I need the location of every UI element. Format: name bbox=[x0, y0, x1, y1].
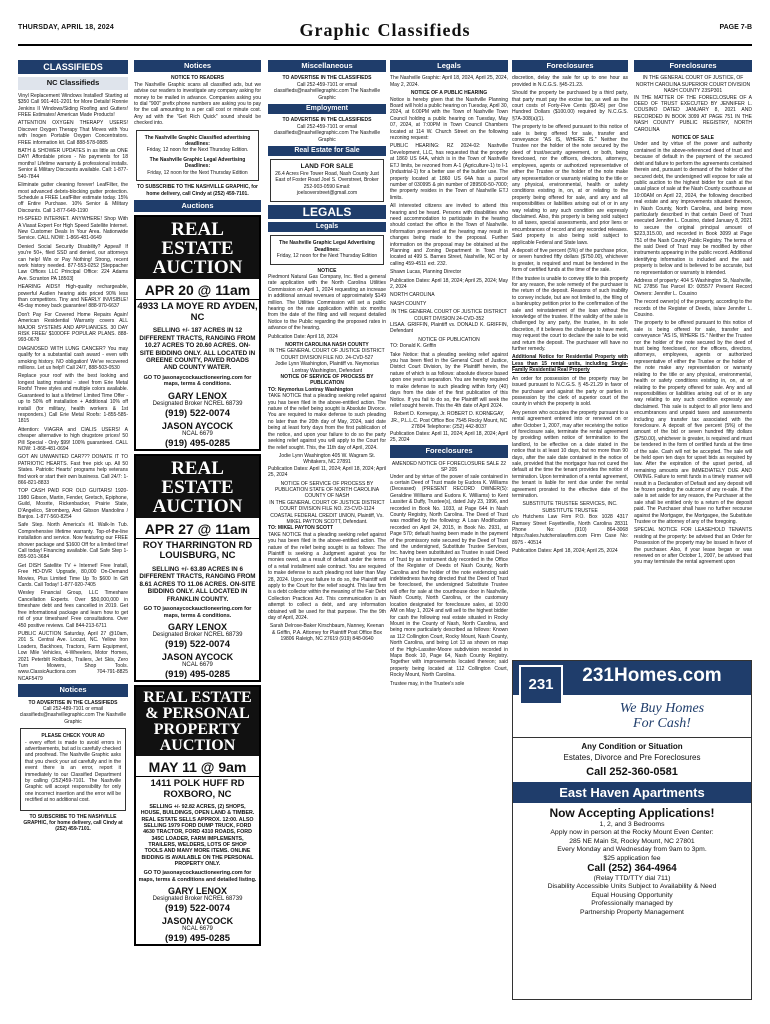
publication-dates: Publication Dates: April 11, 2024; April 18, 2024; April 25, 2024 bbox=[390, 430, 508, 443]
foreclosure-text: SPECIAL NOTICE FOR LEASEHOLD TENANTS residing at the property: be advised that an Order for Possession of the property may be issued in favor of the purchaser. Also, if your lease began or was renewed on or after October 1, 2007, be advised that you may terminate the rental agreement upon bbox=[634, 527, 752, 566]
classified-ad: PUBLIC AUCTION Saturday, April 27 @10am, 201 S. Central Ave. Locust, NC. Yellow Iron Loaders, Backhoes, Tractors, Farm Equipment, Low Mile Vehicles, 4-Wheelers, Motor Homes, 2021 Peterbilt Rollback, Trailers, Jet Skis, Zero Turn Mowers, Shop Tools. www.ClassicAuctions.com 704-791-8825 NCAF5479 bbox=[18, 630, 128, 682]
legals-header: Legals bbox=[390, 60, 508, 72]
auction-title: REAL ESTATE AUCTION bbox=[136, 217, 259, 279]
slogan-line-2: For Cash! bbox=[633, 716, 691, 731]
employment-header: Employment bbox=[268, 104, 386, 114]
foreclosure-text: Any person who occupies the property pursuant to a rental agreement entered into or renewed on or after October 1, 2007, may after receiving the notice of foreclosure sale, terminate the rental agreement by providing written notice of termination to the landlord, to be effective on a date stated in the notice that is at least 10 days, but no more than 90 days, after the sale date contained in the notice of sale, provided that the mortgagor has not cured the default at the time the tenant provides the notice of termination. Upon termination of a rental agreement, the tenant is liable for rent due under the rental agreement prorated to the effective date of the termination. bbox=[512, 409, 628, 499]
broker-phone: (919) 522-0074 bbox=[165, 639, 230, 651]
auctioneer-phone: (919) 495-0285 bbox=[165, 669, 230, 681]
publication-dates: Publication Dates: April 18, 2024; April 25, 2024 bbox=[512, 548, 618, 555]
trustee-address: c/o Hutchens Law Firm P.O. Box 1028 4317 Ramsey Street Fayetteville, North Carolina 28311 Phone No: (910) 864-3068 https://sales.hutchenslawfirm.com Firm Case No: 8975 - 40514 bbox=[512, 514, 628, 546]
jurisdiction: NORTH CAROLINA bbox=[390, 292, 435, 299]
foreclosure-text: Under and by virtue of the power and authority contained in the above-referenced deed of trust and because of default in the payment of the secured debt and failure to perform the agreements contained therein and, pursuant to demand of the holder of the secured debt, the undersigned will expose for sale at public auction to the highest bidder for cash at the usual place of sale at the Nash County courthouse at 10:00AM on April 22, 2024, the following described real estate and any improvements situated thereon, in Nash County, North Carolina, and being more particularly described in that certain Deed of Trust executed Jennifer L. Cousino, dated January 8, 2021 to secure the original principal amount of $223,315.00, and recorded in Book 3099 at Page 751 of the Nash County Public Registry. The terms of the said Deed of Trust may be modified by other instruments appearing in the public record. Additional identifying information is included and the said property is below and is believed to be accurate, but no representation or warranty is intended. bbox=[634, 141, 752, 276]
auctioneer-name: JASON AYCOCK bbox=[161, 420, 234, 431]
classifieds-header: CLASSIFIEDS bbox=[18, 60, 128, 74]
broker-phone: (919) 522-0074 bbox=[165, 903, 230, 915]
court-caption: IN THE GENERAL COURT OF JUSTICE DISTRICT COURT DIVISION 24-CVD-352 bbox=[391, 309, 507, 322]
apartment-detail-line: Call (252) 364-4964 bbox=[587, 863, 677, 875]
classified-ad: HI-SPEED INTERNET. ANYWHERE! Shop With A Viasat Expert For High Speed Satellite Internet. New Customer Deals In Your Area. Nationwide Service. CALL NOW: 1-866-481-0649 bbox=[18, 216, 128, 242]
notice-heading: NOTICE bbox=[317, 267, 337, 274]
check-ad-heading: PLEASE CHECK YOUR AD bbox=[41, 733, 105, 740]
legal-deadline-text: Friday, 12 noon for the Next Thursday Edition bbox=[276, 253, 378, 260]
auction-address: 4933 LA MOYE RD AYDEN, NC bbox=[137, 301, 258, 323]
auction-ad bbox=[134, 685, 261, 946]
court-caption: IN THE GENERAL COURT OF JUSTICE DISTRICT COURT DIVISION FILE NO. 23-CVD-1124 bbox=[269, 499, 385, 513]
auction-details: SELLING +/- 92.82 ACRES, (2) SHOPS, HOUSE, BUILDINGS, OPEN LAND & TIMBER. REAL ESTATE SELLS APPROX. 12:00. ALSO SELLING 1979 FORD DUMP TRUCK, FORD 4630 TRACTOR, FORD 4310 ROADS, FORD 345C LOADER, FARM IMPLEMENTS, TRAILERS, WELDERS, LOTS OF SHOP TOOLS AND MANY MORE ITEMS. ONLINE BIDDING IS AVAILABLE ON THE PERSONAL PROPERTY ONLY. bbox=[140, 804, 255, 867]
masthead bbox=[18, 16, 752, 46]
classified-ad: Replace your roof with the best looking and longest lasting material - steel from Erie Metal Roofs! Three styles and multiple colors available. Guaranteed to last a lifetime! Limited Time Offer - up to 50% off installation + Additional 10% off install (for military, health workers & 1st responders.) Call Erie Metal Roofs: 1-855-585-1815 bbox=[18, 373, 128, 425]
auction-title: REAL ESTATE & PERSONAL PROPERTY AUCTION bbox=[136, 687, 259, 756]
jurisdiction-county: NASH COUNTY bbox=[390, 300, 427, 307]
broker-phone: (919) 522-0074 bbox=[165, 407, 230, 419]
section-title bbox=[18, 16, 752, 43]
classified-ad: Eliminate gutter cleaning forever! LeafFilter, the most advanced debris-blocking gutter protection. Schedule a FREE LeafFilter estimate today. 15% off Entire Purchase. 10% Senior & Military Discounts. Call 1-877-649-1190 bbox=[18, 182, 128, 214]
column-notices-auctions bbox=[134, 60, 261, 1020]
classified-ad: Wesley Financial Group, LLC Timeshare Cancellation Experts. Over $50,000,000 in timeshare debt and fees cancelled in 2019. Get free informational package and learn how to get rid of your timeshare! Free consultations. Over 450 positive reviews. Call 844-213-6711 bbox=[18, 590, 128, 629]
jurisdiction: NORTH CAROLINA NASH COUNTY bbox=[285, 342, 369, 348]
classified-ad: Vinyl Replacement Windows Installed! Starting at $350 Call 901-401-2201 for More Details! Ronnie Jenkins II Windows/Siding Roofing and Gutters! FREE Estimates! American Made Products! bbox=[18, 92, 128, 119]
estates-line: Estates, Divorce and Pre Foreclosures bbox=[563, 753, 701, 762]
legal-deadline-box bbox=[270, 235, 384, 264]
auctioneer-name: JASON AYCOCK bbox=[161, 916, 234, 927]
foreclosures-header: Foreclosures bbox=[512, 60, 628, 72]
slogan-line-1: We Buy Homes bbox=[619, 701, 705, 716]
notice-text: Piedmont Natural Gas Company, Inc. filed a general rate application with the North Carolina Utilities Commission on April 1, 2024 requesting an increase in additional annual revenues of approximately $149 million. The Utilities Commission will set a public hearing on the rate application within six months from the date of the filing and will request detailed Notice to the Public regarding the proposed rates in advance of the hearing. bbox=[268, 273, 386, 332]
notices-header: Notices bbox=[134, 60, 261, 72]
brand-name: 231Homes.com bbox=[582, 665, 722, 686]
notice-signer: Shawn Lucas, Planning Director bbox=[390, 269, 462, 276]
classified-ad: Denied Social Security Disability? Appeal! If you're 50+, filed SSD and denied, our attorneys can help! Win or Pay Nothing! Strong, recent work history needed. 877-553-0252 [Steppacher Law Offices LLC Principal Office: 224 Adams Ave. Scranton PA 18503] bbox=[18, 243, 128, 282]
auctioneer-license: NCAL 6679 bbox=[182, 662, 213, 669]
land-text: 26.4 Acres Fire Tower Road, Nash County Just East of Foster Road Joel S. Overstreet, Broker 252-903-0590 Email: joelsoverstreet@gmail.com bbox=[275, 170, 379, 197]
broker-name: GARY LENOX bbox=[167, 886, 227, 897]
apartment-detail-line: 1, 2, and 3 Bedrooms bbox=[599, 821, 665, 828]
nc-classifieds-header: NC Classifieds bbox=[18, 77, 128, 89]
substitute-trustee: SUBSTITUTE TRUSTEE SERVICES, INC. SUBSTITUTE TRUSTEE bbox=[522, 501, 618, 514]
publication-dates: Publication Dates: April 18, 2024; April 25, 2024; May 2, 2024 bbox=[390, 277, 508, 290]
broker-license: Designated Broker NCREL 68739 bbox=[152, 400, 243, 407]
foreclosure-text: discretion, delay the sale for up to one hour as provided in N.C.G.S. §45-21.23. bbox=[512, 75, 628, 88]
classified-ad: GOT AN UNWANTED CAR??? DONATE IT TO PATRIOTIC HEARTS. Fast free pick up. All 50 States. Patriotic Hearts' programs help veterans find work or start their own business. Call 24/7: 1-866-821-8833 bbox=[18, 454, 128, 486]
column-foreclosures bbox=[512, 60, 628, 660]
broker-license: Designated Broker NCREL 68739 bbox=[152, 632, 243, 639]
classified-ad: Safe Step. North America's #1 Walk-In Tub. Comprehensive lifetime warranty. Top-of-the-line installation and service. Now featuring our FREE shower package and $1600 Off for a limited time! Call today! Financing available. Call Safe Step 1-855-931-3684 bbox=[18, 522, 128, 561]
legal-deadline-title: The Nashville Graphic Legal Advertising Deadlines: bbox=[279, 240, 375, 253]
check-ad-box bbox=[20, 728, 126, 810]
legals-header: Legals bbox=[268, 222, 386, 232]
foreclosure-text: An order for possession of the property may be issued pursuant to N.C.G.S. § 45-21.29 in favor of the purchaser and against the party or parties in possession by the clerk of superior court of the county in which the property is sold. bbox=[512, 375, 628, 408]
classified-ad: Attention: VIAGRA and CIALIS USERS! A cheaper alternative to high drugstore prices! 50 Pill Special - Only $99! 100% guaranteed. CALL NOW: 1-868-481-0694 bbox=[18, 426, 128, 452]
auction-date: APR 27 @ 11am bbox=[136, 518, 259, 539]
classified-ad: TOP CASH PAID FOR OLD GUITARS! 1920-1980 Gibson, Martin, Fender, Gretsch, Epiphone, Guild, Mosrite, Rickenbacker, Prairie State, D'Angelico, Stromberg, And Gibson Mandolins / Banjos. 1-877-560-8254 bbox=[18, 488, 128, 520]
auction-date: APR 20 @ 11am bbox=[136, 279, 259, 300]
misc-header: Miscellaneous bbox=[268, 60, 386, 72]
deadline-text: Friday, 12 noon for the Next Thursday Edition. bbox=[146, 147, 249, 154]
classified-ad: DIAGNOSED WITH LUNG CANCER? You may qualify for a substantial cash award - even with smoking history. NO obligation! We've recovered millions. Let us help!! Call 24/7, 888-503-0530 bbox=[18, 345, 128, 372]
auction-title: REAL ESTATE AUCTION bbox=[136, 456, 259, 518]
apartment-detail-line: Equal Housing Opportunity bbox=[591, 891, 673, 899]
broker-license: Designated Broker NCREL 68739 bbox=[152, 896, 243, 903]
land-title: LAND FOR SALE bbox=[300, 163, 354, 171]
matter-caption: IN THE MATTER OF THE FORECLOSURE OF A DEED OF TRUST EXECUTED BY JENNIFER L. COUSINO DATED JANUARY 8, 2021 AND RECORDED IN BOOK 3099 AT PAGE 751 IN THE NASH COUNTY PUBLIC REGISTRY, NORTH CAROLINA bbox=[634, 94, 752, 133]
auction-date: MAY 11 @ 9am bbox=[136, 756, 259, 777]
homes-phone[interactable]: Call 252-360-0581 bbox=[586, 766, 678, 778]
apartment-detail-line: Disability Accessible Units Subject to Availability & Need bbox=[547, 883, 717, 891]
foreclosure-text: A deposit of five percent (5%) of the purchase price, or seven hundred fifty dollars ($750.00), whichever is greater, is required and must be tendered in the form of certified funds at the time of the sale. bbox=[512, 247, 628, 274]
case-parties: LISAA. GRIFFIN, Plaintiff vs. DONALD K. GRIFFIN, Defendant bbox=[390, 322, 508, 335]
advertise-heading: TO ADVERTISE IN THE CLASSIFIEDS bbox=[282, 75, 372, 82]
auction-details: SELLING +/- 63.89 ACRES IN 6 DIFFERENT TRACTS, RANGING FROM 8.61 ACRES TO 11.06 ACRES. ON-SITE BIDDING ONLY. ALL LOCATED IN FRANKLIN COUNTY. bbox=[139, 565, 256, 603]
page-number: PAGE 7-B bbox=[719, 24, 752, 31]
court-caption: IN THE GENERAL COURT OF JUSTICE DISTRICT COURT DIVISION FILE NO. 24-CVD-527 bbox=[269, 348, 385, 361]
rezoning-text: PUBLIC HEARING: RZ 2024-02: Nashville Development, LLC, has requested that the property at 1860 US 64A, which is in the Town of Nashville ETJ limits, be rezoned from A-1 (Agriculture-1) to I-1 (Industrial-1) for a better use of the builder use. The property located at 1860 US 64A has a parcel number of 030995 & pin number of 289500-50-7000; the property resides in the Town of Nashville ETJ limits. bbox=[390, 143, 508, 201]
advertise-contact: Call 252-459-7101 or email classifieds@nashvillegraphic.com The Nashville Graphic bbox=[273, 123, 381, 143]
classified-ad: BATH & SHOWER UPDATES in as little as ONE DAY! Affordable prices - No payments for 18 months! Lifetime warranty & professional installs. Senior & Military Discounts available. Call: 1-877-540-7844 bbox=[18, 148, 128, 180]
auction-details: SELLING +/- 187 ACRES IN 12 DIFFERENT TRACTS, RANGING FROM 10.27 ACRES TO 20.60 ACRES. ON-SITE BIDDING ONLY. ALL LOCATED IN GREENE COUNTY, PAVED ROADS AND COUNTY WATER. bbox=[139, 327, 256, 372]
column-misc-legals bbox=[268, 60, 386, 1020]
foreclosure-text: The property to be offered pursuant to this notice of sale is being offered for sale, transfer and conveyance "AS IS, WHERE IS." Neither the Trustee nor the holder of the note secured by the deed of trust/security agreement, or both, being foreclosed, nor the officers, directors, attorneys, employees, agents or authorized representative of either the Trustee or the holder of the note make any representation or warranty relating to the title or any physical, environmental, health or safety conditions existing in, on, at or relating to the property being offered for sale, and any and all responsibilities or liabilities arising out of or in any way relating to any such condition are expressly disclaimed. Also, this property is being sold subject to all taxes, special assessments, and prior liens or encumbrances of record and any recorded releases. Said property is also being sold subject to applicable Federal and State laws. bbox=[512, 124, 628, 246]
service-heading: NOTICE OF SERVICE OF PROCESS BY PUBLICATION bbox=[280, 374, 374, 387]
apartment-detail-line: $25 application fee bbox=[603, 854, 661, 862]
foreclosure-text: If the trustee is unable to convey title to this property for any reason, the sole remedy of the purchaser is the return of the deposit. Reasons of such inability to convey include, but are not limited to, the filing of a bankruptcy petition prior to the confirmation of the sale and reinstatement of the loan without the knowledge of the trustee. If the validity of the sale is challenged by any party, the trustee, in its sole discretion, if it believes the challenge to have merit, may request the court to declare the sale to be void and return the deposit. The purchaser will have no further remedy. bbox=[512, 275, 628, 353]
deadline-title: The Nashville Graphic Classified advertising deadlines: bbox=[144, 134, 251, 148]
legals-banner: LEGALS bbox=[268, 205, 386, 219]
case-parties: COASTAL FEDERAL CREDIT UNION, Plaintiff, Vs. MIKEL PAYTON SCOTT, Defendant. bbox=[270, 512, 384, 525]
apartment-detail-line: (Relay TTD/TTY dial 711) bbox=[593, 875, 671, 883]
classified-ad: ATTENTION OXYGEN THERAPY USERS! Discover Oxygen Therapy That Moves with You with Inogen Portable Oxygen Concentrators. FREE information kit. Call 888-578-0885 bbox=[18, 120, 128, 146]
auction-address: ROY THARRINGTON RD LOUISBURG, NC bbox=[142, 539, 253, 562]
legal-deadline-title: The Nashville Graphic Legal Advertising Deadlines: bbox=[149, 156, 246, 170]
advertise-heading: TO ADVERTISE IN THE CLASSIFIEDS bbox=[282, 117, 372, 124]
case-parties: Jodie Lynn Washington, Plaintiff vs. Neymorius Lontray Washington, Defendant bbox=[275, 361, 379, 374]
auctions-header: Auctions bbox=[134, 200, 261, 212]
publication-date: Publication Date: April 18, 2024 bbox=[268, 333, 338, 340]
auctioneer-name: JASON AYCOCK bbox=[161, 652, 234, 663]
issue-date: THURSDAY, APRIL 18, 2024 bbox=[18, 24, 114, 31]
hearing-invitation: All interested citizens are invited to attend this hearing and be heard. Persons with disabilities who need accommodation to participate in the hearing should contact the office in the Town of Nashville. Information presented at the hearing may result in changes being made to the proposal. Further information on the proposal may be obtained at the Planning and Zoning Department in Town Hall located at 499 S. Barnes Street, Nashville, NC or by calling 459-4511 ext. 232. bbox=[390, 203, 508, 267]
service-heading: NOTICE OF SERVICE OF PROCESS BY PUBLICATION STATE OF NORTH CAROLINA COUNTY OF NASH bbox=[274, 480, 380, 500]
notice-recipient: TO: MIKEL PAYTON SCOTT bbox=[268, 525, 334, 532]
apartment-details bbox=[513, 821, 751, 917]
auctioneer-phone: (919) 495-0285 bbox=[165, 933, 230, 945]
apartment-detail-line: Partnership Property Management bbox=[580, 908, 684, 916]
apartment-detail-line: 285 NE Main St, Rocky Mount, NC 27801 bbox=[569, 837, 695, 845]
auction-address: 1411 POLK HUFF RD ROXBORO, NC bbox=[150, 778, 245, 800]
foreclosure-text: Should the property be purchased by a third party, that party must pay the excise tax, as well as the court costs of Forty-Five Cents ($0.45) per One Hundred Dollars ($100.00) required by N.C.G.S. §7A-308(a)(1). bbox=[512, 90, 628, 122]
hearing-heading: NOTICE OF A PUBLIC HEARING bbox=[410, 90, 488, 97]
auction-website[interactable]: GO TO jasonaycockauctioneering.com for maps, terms & conditions. bbox=[143, 374, 252, 388]
notice-recipient: TO: Neymorius Lontray Washington bbox=[268, 386, 354, 393]
classified-ad: HEARING AIDS!! High-quality rechargeable, powerful Audien hearing aids priced 90% less than competitors. Tiny and NEARLY INVISIBLE! 45-day money back guarantee! 888-970-6637 bbox=[18, 284, 128, 310]
court-caption: IN THE GENERAL COURT OF JUSTICE, OF NORTH CAROLINA SUPERIOR COURT DIVISION NASH COUNTY 23SP301 bbox=[635, 75, 751, 95]
auction-website[interactable]: GO TO jasonaycockauctioneering.com for maps, terms & conditions and detailed listing. bbox=[138, 870, 257, 883]
foreclosure-text-tail: Trustee may, in the Trustee's sole bbox=[390, 680, 465, 687]
auctioneer-phone: (919) 495-0285 bbox=[165, 437, 230, 449]
auction-ad bbox=[134, 454, 261, 682]
any-condition: Any Condition or Situation bbox=[513, 737, 751, 753]
auction-website[interactable]: GO TO jasonaycockauctioneering.com for maps, terms & conditions. bbox=[143, 605, 252, 619]
title-graphic: Graphic bbox=[299, 20, 371, 40]
publication-dates: Publication Dates: April 11, 2024; April 18, 2024; April 25, 2024 bbox=[268, 465, 386, 479]
auctioneer-license: NCAL 6679 bbox=[182, 926, 213, 933]
broker-name: GARY LENOX bbox=[167, 390, 227, 401]
publication-heading: NOTICE OF PUBLICATION bbox=[418, 336, 480, 343]
apartment-detail-line: Every Monday and Wednesday from 9am to 3pm. bbox=[557, 846, 707, 854]
foreclosure-text: Under and by virtue of the power of sale contained in a certain Deed of Trust made by Eudora K. Williams (Deceased) (PRESENT RECORD OWNER(S): Geraldine Williams and Eudora K. Williams) to Kent Lassiter & Duffy, Trustee(s), dated July 23, 1996, and recorded in Book No. 1033, at Page 644 in Nash County Registry, North Carolina. The Deed of Trust was modified by the following: A Loan Modification recorded on April 24, 2015, in Book No. 2931, at Page 570; default having been made in the payment of the promissory note secured by the Deed of Trust and the undersigned, Substitute Trustee Services, Inc. having been substituted as Trustee in said Deed of Trust by an instrument duly recorded in the Office of the Register of Deeds of Nash County, North Carolina and the holder of the note evidencing said indebtedness having directed that the Deed of Trust be foreclosed, the undersigned Substitute Trustee will offer for sale at the courthouse door in Nashville, Nash County, North Carolina, or the customary location designated for foreclosure sales, at 10:00 AM on May 1, 2024 and will sell to the highest bidder for cash the following real estate situated in Rocky Mount in the County of Nash, North Carolina, and being more particularly described as follows: Known as 112 Collington Court, Rocky Mount, Nash County, North Carolina, and being Lot 13 as shown on map of the High-Lassiter-Moore subdivision recorded in Maps Book 10, Page 64, Nash County Registry. Together with improvements located thereon; said property being located at 112 Collington Court, Rocky Mount, North Carolina. bbox=[390, 473, 508, 679]
notices-header: Notices bbox=[18, 684, 128, 696]
apartment-detail-line: Apply now in person at the Rocky Mount Even Center: bbox=[550, 829, 714, 837]
column-foreclosures-2 bbox=[634, 60, 752, 660]
classified-ad: Don't Pay For Covered Home Repairs Again! American Residential Warranty covers ALL MAJOR SYSTEMS AND APPLIANCES. 30 DAY RISK FREE/ $100OFF POPULAR PLANS. 888-993-0678 bbox=[18, 311, 128, 344]
notice-of-sale-heading: NOTICE OF SALE bbox=[672, 135, 714, 142]
house-logo-icon: 231 bbox=[519, 665, 563, 705]
classified-deadline-box bbox=[136, 130, 259, 181]
tenants-heading: Additional Notice for Residential Property with Less than 15 rental units, including Single-Family Residential Real Property bbox=[512, 354, 628, 374]
foreclosure-text: Address of property: 404 S Washington St, Nashville, NC 27856 Tax Parcel ID: 005577 Present Record Owners: Jennifer L. Cousino bbox=[634, 278, 752, 297]
advertise-contact: Call 252-459-7101 or email classifieds@nashvillegraphic.com The Nashville Graphic bbox=[273, 81, 381, 101]
foreclosure-text: The record owner(s) of the property, according to the records of the Register of Deeds, is/are Jennifer L. Cousino. bbox=[634, 299, 752, 319]
land-for-sale-ad bbox=[270, 159, 384, 201]
foreclosures-header: Foreclosures bbox=[634, 60, 752, 72]
notice-signer: Sarah Delrose-Baker Kirschbaum, Nanney, Keenan & Griffin, P.A. Attorney for Plaintiff Post Office Box 19806 Raleigh, NC 27619 (919) 848-0640 bbox=[269, 623, 385, 643]
auctioneer-license: NCAL 6679 bbox=[182, 430, 213, 437]
column-classifieds bbox=[18, 60, 128, 1020]
real-estate-header: Real Estate for Sale bbox=[268, 146, 386, 156]
notice-text: TAKE NOTICE that a pleading seeking relief against you has been filed in the above-entitled action. The nature of the relief being sought is as follows: The Plaintiff is seeking a Judgment against you for monies owed, as a result of default under the terms of a retail installment sale contract. You are required to make defense to such pleading not later than May 28, 2024. Upon your failure to do so, the Plaintiff will apply to the Court for the relief sought. This law firm is a debt collector within the meaning of the Fair Debt Collection Practices Act. This communication is an attempt to collect a debt, and any information obtained will be used for that purpose. The the 9th day of April, 2024. bbox=[268, 531, 386, 622]
notice-text: Take Notice: that a pleading seeking relief against you has been filed in the General Court of Justice, District Court Division, by the Plaintiff herein, the nature of which is as follows: absolute divorce based upon one year's separation. You are hereby required to make defense to such pleading within forty (40) days from the date of the first publication of this Notice. If you fail to do so, the Plaintiff will seek the relief sought herein. This the 4th date of April 2024. bbox=[390, 351, 508, 409]
title-classifieds: Classifieds bbox=[377, 20, 471, 40]
apartment-detail-line: Professionally managed by bbox=[591, 900, 673, 908]
notice-text: TAKE NOTICE that a pleading seeking relief against you has been filed in the above-entitled action. The nature of the relief being sought is Absolute Divorce. You are required to make defense to such pleading no later than the 20th day of May, 2024, said date being at least forty days from the first publication of the notice, and upon your failure to do so the party seeking relief against you will apply to the Court for the relief sought. This, the 11th day of April, 2024. bbox=[268, 393, 386, 451]
legal-deadline-text: Friday, 12 noon for the Next Thursday Edition bbox=[147, 169, 248, 176]
advertise-contact: Call 252-489-7101 or email classifieds@nashvillegraphic.com The Nashville Graphic bbox=[19, 705, 127, 725]
subscribe-note: TO SUBSCRIBE TO THE NASHVILLE GRAPHIC, for home delivery, call Cindy at (252) 459-7101. bbox=[23, 813, 123, 833]
foreclosure-heading: AMENDED NOTICE OF FORECLOSURE SALE 22 SP 205 bbox=[391, 460, 507, 474]
column-legals bbox=[390, 60, 508, 1020]
display-ads bbox=[512, 660, 752, 1000]
publication-intro: The Nashville Graphic: April 18, 2024, April 25, 2024, May 2, 2024. bbox=[390, 75, 508, 88]
notice-signer: Jodie Lynn Washington 405 W. Wagram St. Whitakers, NC 27891 bbox=[278, 452, 376, 466]
classified-ad: Get DISH Satellite TV + Internet! Free Install, Free HD-DVR Upgrade, 80,000 On-Demand Movies, Plus Limited Time Up To $600 In Gift Cards. Call Today! 1-877-920-7405 bbox=[18, 562, 128, 589]
auction-ad bbox=[134, 215, 261, 451]
advertise-heading: TO ADVERTISE IN THE CLASSIFIEDS bbox=[28, 699, 118, 706]
broker-name: GARY LENOX bbox=[167, 622, 227, 633]
notice-recipient: TO: Donald K. Griffin bbox=[390, 343, 437, 350]
readers-heading: NOTICE TO READERS bbox=[171, 75, 224, 82]
foreclosures-header: Foreclosures bbox=[390, 445, 508, 457]
readers-text: The Nashville Graphic scans all classified ads, but we advise our readers to investigate any company asking for money to be mailed in advance. Companies asking you to dial "900" prefix phone numbers are asking you to pay for the call amounting to a per call cost or minute cost. Any ad with the "Get Rich Quick" sound should be checked into. bbox=[134, 81, 261, 127]
foreclosure-text: The property to be offered pursuant to this notice of sale is being offered for sale, transfer and conveyance "AS IS, WHERE IS." Neither the Trustee nor the holder of the note secured by the deed of trust being foreclosed, nor the officers, directors, attorneys, employees, agents or authorized representative of either the Trustee or the holder of the note make any representation or warranty relating to the title or any physical, environmental, health or safety conditions existing in, on, at or relating to the property offered for sale. Any and all responsibilities or liabilities arising out of or in any way relating to any such condition expressly are disclaimed. This sale is subject to all prior liens and encumbrances and unpaid taxes and assessments including any transfer tax associated with the foreclosure. A deposit of five percent (5%) of the amount of the bid or seven hundred fifty dollars ($750.00), whichever is greater, is required and must be tendered in the form of certified funds at the time of the sale. Cash will not be accepted. The sale will be held open ten days for upset bids as required by law. After the expiration of the upset period, all remaining amounts are IMMEDIATELY DUE AND OWING. Failure to remit funds in a timely manner will result in a Declaration of Default and any deposit will be frozen pending the outcome of any re-sale. If the sale is set aside for any reason, the Purchaser at the sale shall be entitled only to a return of the deposit paid. The Purchaser shall have no further recourse against the Mortgagor, the Mortgagee, the Substitute Trustee or the attorney of any of the foregoing. bbox=[634, 320, 752, 526]
east-haven-title: East Haven Apartments bbox=[513, 782, 751, 803]
check-ad-text: - every effort is made to avoid errors in advertisements, but ad is carefully checked and proofread. The Nashville Graphic asks that you check your ad carefully and in the event there is an error, report it immediately to our Classified Department by calling (252)459-7101. The Nashville Graphic will accept responsibility for only one incorrect insertion and the error will be rectified at no additional cost. bbox=[25, 739, 121, 804]
notice-signer: Robert D. Kornegay, Jr. ROBERT D. KORNEGAY, JR., P.L.L.C. Post Office Box 7545 Rocky Mount, NC 27804 Telephone: (252) 442-8037 bbox=[390, 411, 508, 431]
hearing-text: Notice is hereby given that the Nashville Planning Board will hold a public hearing on Tuesday, April 30, 2024, at 6:00PM with the Town of Nashville Town Council holding a public hearing on Tuesday, May 07, 2024, at 7:00PM in Town Council Chambers located at 114 W. Church Street on the following rezoning request: bbox=[390, 96, 508, 142]
subscribe-note: TO SUBSCRIBE TO THE NASHVILLE GRAPHIC, for home delivery, call Cindy at (252) 459-7101. bbox=[137, 184, 258, 197]
accepting-applications: Now Accepting Applications! bbox=[549, 806, 715, 820]
